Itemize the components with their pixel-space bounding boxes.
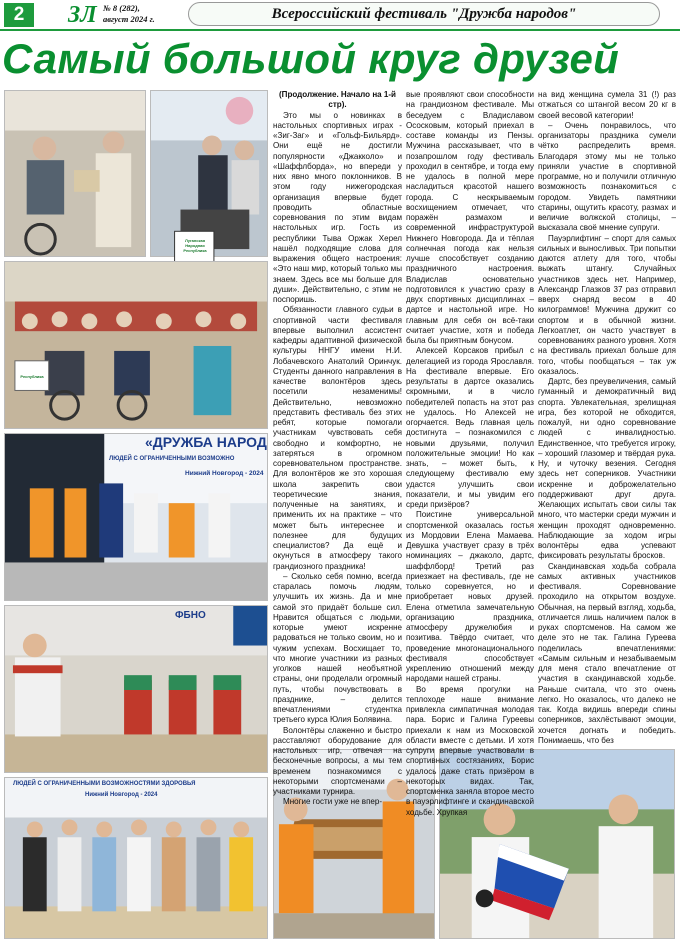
paragraph: Алексей Корсаков прибыл с делегацией из города Ярославля. На фестивале впервые. Его результаты в дартсе оказались скромными, и в число победителей попасть на этот раз не удалось. Но Алексей не огорчается. Ведь главная цель достигнута – познакомился с новыми друзьями, получил положительные эмоции! Но как знать, – может быть, к следующему фестивалю ему удастся улучшить свои показатели, и мы увидим его среди призёров? [406, 346, 534, 509]
paragraph: на вид женщина сумела 31 (!) раз отжаться со штангой весом 20 кг в своей весовой категории! [538, 90, 676, 120]
page-number: 2 [4, 3, 34, 27]
photo-award-ceremony [4, 90, 146, 257]
issue-info [103, 3, 155, 25]
article-column-3 [538, 90, 676, 745]
photo-banner-text: «ДРУЖБА НАРОД [145, 434, 267, 450]
article-column-2 [406, 90, 534, 817]
photo-friendship-banner-group [4, 433, 268, 601]
photo-sign-fbno: ФБНО [175, 610, 206, 621]
paragraph: Поистине универсальной спортсменкой оказалась гостья из Мордовии Елена Мамаева. Девушка участвует сразу в трёх номинациях – джаколо, дартс, шаффлборд! Третий раз приезжает на фестиваль, где не только соревнуется, но и приобретает новых друзей. Елена отметила замечательную организацию праздника, атмосферу дружелюбия и позитива. Твёрдо считает, что проведение многонационального фестиваля способствует укреплению отношений между народами нашей страны. [406, 510, 534, 684]
photo-banner-city: Нижний Новгород - 2024 [185, 470, 264, 477]
photo-banner-city-2: Нижний Новгород - 2024 [85, 792, 158, 798]
photo-banner-ovz: ЛЮДЕЙ С ОГРАНИЧЕННЫМИ ВОЗМОЖНОСТЯМИ ЗДОРОВЬЯ [13, 781, 196, 787]
article-column-1 [273, 90, 402, 807]
paragraph: Скандинавская ходьба собрала самых активных участников фестиваля. Соревнование проходило на открытом воздухе. Обычная, на первый взгляд, ходьба, отличается лишь наличием палок в руках спортсменов. На самом же деле это не так. Галина Гуреева поделилась впечатлениями: «Самым сильным и незабываемым для меня стало впечатление от участия в скандинавской ходьбе. Раньше считала, что это очень легко. Но оказалось, что далеко не так. Когда видишь впереди спины соперников, захлёстывают эмоции, хочется догнать и победить. Понимаешь, что без [538, 561, 676, 745]
issue-number: № 8 (282), [103, 3, 140, 13]
paragraph: Пауэрлифтинг – спорт для самых сильных и выносливых. Три попытки даются атлету для того, чтобы выжать штангу. Случайных участников здесь нет. Например, Александр Глазков 37 раз отправил вверх снаряд весом в 40 килограммов! Мужчина дружит со спортом и в обычной жизни. Легкоатлет, он часто участвует в соревнованиях разного уровня. Хотя на фестиваль приехал больше для того, чтобы пообщаться – так уж оказалось. [538, 233, 676, 376]
photo-dance-performance [4, 605, 268, 773]
photo-sign-republic: Республика [20, 374, 44, 379]
photo-sign-lugansk: Луганская Народная Республика [183, 238, 207, 253]
newspaper-logo: ЗЛ [68, 2, 97, 28]
paragraph: Дартс, без преувеличения, самый гуманный и демократичный вид спорта. Увлекательная, зрелищная игра, без которой не обходится, пожалуй, ни одно соревнование людей с инвалидностью. Единственное, что требуется игроку, – хороший глазомер и твёрдая рука. Ну, и чуточку везения. Сегодня здесь нет соперников. Участники искренне и доброжелательно поддерживают друг друга. Желающих испытать свои силы так много, что мастерки среди мужчин и женщин проходят одновременно. Наблюдающие за ходом игры волонтёры едва успевают фиксировать результаты бросков. [538, 377, 676, 561]
paragraph: Обязанности главного судьи в спортивной части фестиваля впервые выполнил ассистент кафедры адаптивной физической культуры ННГУ имени Н.И. Лобачевского Анатолий Оринчук. Студенты данного направления в качестве волонтёров здесь посетили незаменимы! Действительно, невозможно представить фестиваль без этих ребят, которые помогали участникам чувствовать себя свободно и комфортно, не затеряться в огромном соревновательном пространстве. Для волонтёров же это хорошая школа закрепить свои теоретические знания, полученные на занятиях, и применить их на практике – что может быть интереснее и полезнее для будущих специалистов? Да ещё и окунуться в атмосферу такого грандиозного праздника! [273, 305, 402, 571]
photo-team-line-up [4, 777, 268, 939]
paragraph: Во время прогулки на теплоходе наше внимание привлекла симпатичная молодая пара. Борис и Галина Гуреевы приехали к нам из Московской области вместе с детьми. И хотя супруги впервые участвовали в спортивных состязаниях, Борис удалось даже стать призёром в некоторых видах. Так, спортсменка заняла второе место в пауэрлифтинге и скандинавской ходьбе. Хрупкая [406, 684, 534, 817]
header-rule [0, 29, 680, 31]
photo-participants-wheelchairs [4, 261, 268, 429]
photo-banner-subtext: ЛЮДЕЙ С ОГРАНИЧЕННЫМИ ВОЗМОЖНО [109, 456, 235, 462]
paragraph: Волонтёры слаженно и быстро расставляют оборудование для настольных игр, отвечая на бесконечные вопросы, а мы тем временем познакомимся с некоторыми спортсменами – участниками турнира. [273, 725, 402, 796]
issue-date: август 2024 г. [103, 14, 155, 24]
paragraph: – Сколько себя помню, всегда старалась помочь людям, улучшить их жизнь. Да и мне самой это придаёт больше сил. Нравится общаться с людьми, которые умеют искренне радоваться не только своим, но и чужим успехам. Восхищает то, что многие участники из разных уголков нашей необъятной страны, они проделали огромный путь, чтобы почувствовать в празднике, – делится впечатлениями студентка третьего курса Юлия Болявина. [273, 571, 402, 725]
photo-lugansk-team [150, 90, 268, 257]
paragraph: Это мы о новинках в настольных спортивных играх - «Зиг-Заг» и «Гольф-Бильярд». Они ещё не достигли популярности «Джакколо» и «Шаффлборда», но впереди у них явно много поклонников. В этом году нижегородская организация впервые будет проводить областные соревнования по этим видам настольных игр. Гость из республики Тыва Оржак Херел нашёл подходящие слова для выражения общего настроения: «Это наш мир, который только мы знаем. Здесь все мы больше для души». Действительно, с этим не поспоришь. [273, 110, 402, 304]
paragraph: Многие гости уже не впер- [283, 797, 383, 807]
paragraph: – Очень понравилось, что организаторы праздника сумели чётко распределить время. Благодаря этому мы не только приняли участие в спортивной программе, но и получили отличную возможность познакомиться с городом. Увидеть памятники старины, ощутить красоту, размах и величие волжской столицы, – высказала своё мнение супруги. [538, 120, 676, 233]
continued-note: (Продолжение. Начало на 1-й стр). [278, 90, 396, 110]
paragraph: вые проявляют свои способности на грандиозном фестивале. Мы беседуем с Владиславом Ососковым, который приехал в составе команды из Пензы. Мужчина рассказывает, что в позапрошлом году фестиваль проходил в сентябре, и тогда ему не удалось в полной мере насладиться красотой нашего города. С нескрываемым восхищением отмечает, что поражён размахом и современной инфраструктурой Нижнего Новгорода. Да и тёплая солнечная погода как нельзя лучше способствует созданию праздничного настроения. Владислав основательно подготовился к участию сразу в двух спортивных дисциплинах – дартсе и настольной игре. Но главным для себя он всё-таки считает участие, хотя и победа была бы приятным бонусом. [406, 90, 534, 345]
page-headline: Самый большой круг друзей [2, 35, 620, 82]
festival-title: Всероссийский фестиваль "Дружба народов" [188, 2, 660, 26]
